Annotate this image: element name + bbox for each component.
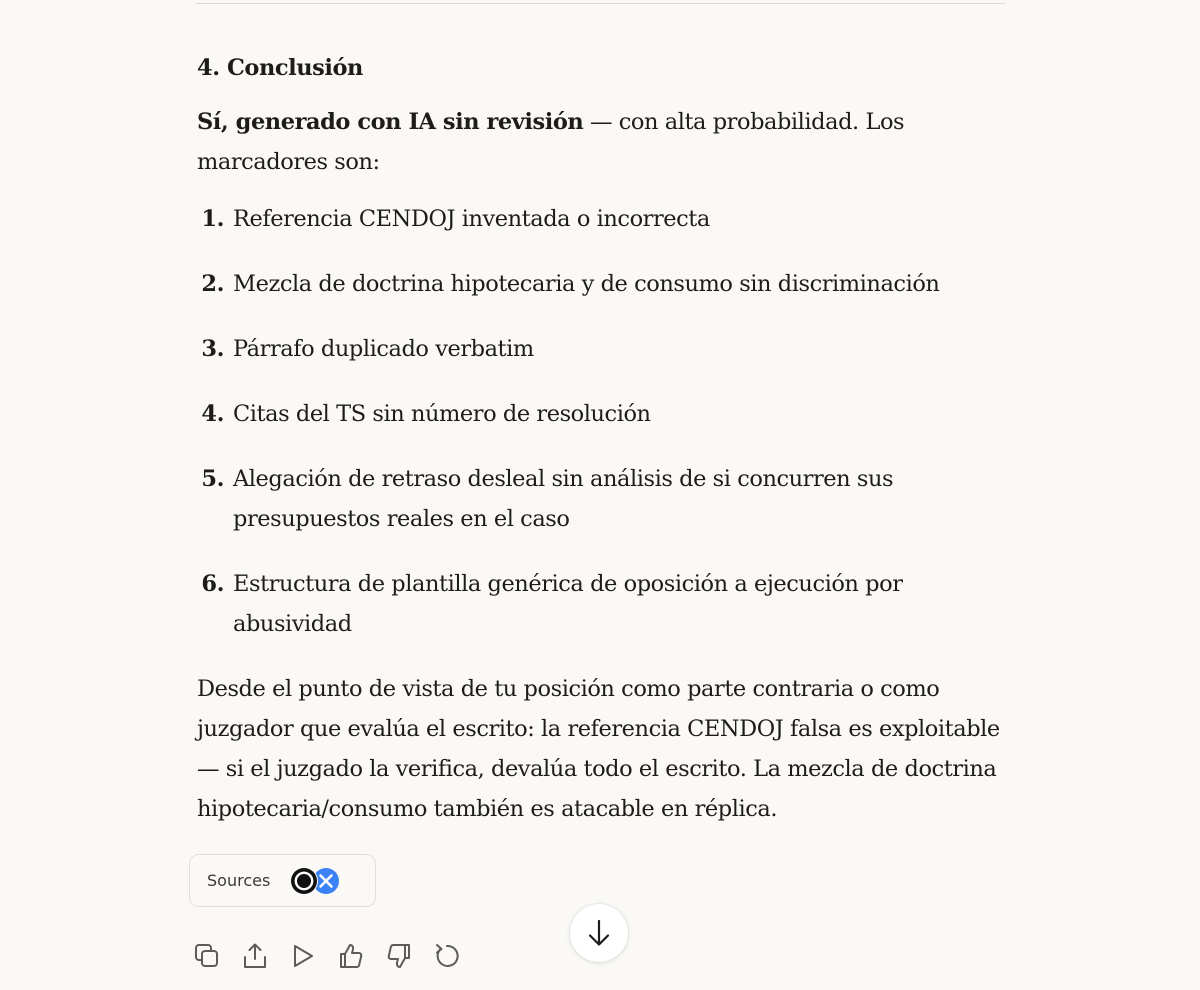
sources-button[interactable]	[189, 854, 376, 907]
list-number: 4.	[201, 401, 224, 427]
list-text	[233, 264, 993, 304]
verdict-rest-line2: marcadores son:	[197, 149, 380, 175]
arrow-down-icon	[586, 918, 612, 948]
list-text	[233, 394, 993, 434]
list-number: 5.	[201, 466, 224, 492]
thumbs-up-button[interactable]	[337, 942, 365, 970]
list-text	[233, 564, 993, 644]
section-heading: 4. Conclusión	[197, 55, 363, 81]
retry-button[interactable]	[433, 942, 461, 970]
verdict-paragraph	[197, 102, 1012, 182]
share-button[interactable]	[241, 942, 269, 970]
list-line: Párrafo duplicado verbatim	[233, 336, 534, 362]
sources-label: Sources	[207, 871, 271, 890]
list-number: 6.	[201, 571, 224, 597]
openai-source-icon	[290, 867, 318, 895]
list-text	[233, 329, 993, 369]
list-line: abusividad	[233, 611, 352, 637]
list-number: 3.	[201, 336, 224, 362]
markers-list	[197, 199, 1012, 644]
retry-icon	[433, 942, 461, 970]
list-text	[233, 199, 993, 239]
list-item	[197, 394, 1012, 434]
list-item	[197, 564, 1012, 644]
thumbs-down-button[interactable]	[385, 942, 413, 970]
source-icons	[287, 867, 343, 895]
list-number: 1.	[201, 206, 224, 232]
scroll-down-button[interactable]	[570, 904, 628, 962]
play-icon	[289, 942, 317, 970]
list-line: Citas del TS sin número de resolución	[233, 401, 651, 427]
list-line: Referencia CENDOJ inventada o incorrecta	[233, 206, 710, 232]
closing-line: juzgador que evalúa el escrito: la referencia CENDOJ falsa es exploitable	[197, 716, 1000, 742]
share-icon	[241, 942, 269, 970]
closing-paragraph	[197, 669, 1012, 829]
thumbs-down-icon	[385, 942, 413, 970]
closing-line: Desde el punto de vista de tu posición como parte contraria o como	[197, 676, 940, 702]
list-line: presupuestos reales en el caso	[233, 506, 570, 532]
list-text	[233, 459, 993, 539]
list-line: Mezcla de doctrina hipotecaria y de consumo sin discriminación	[233, 271, 940, 297]
verdict-strong: Sí, generado con IA sin revisión	[197, 109, 584, 135]
list-number: 2.	[201, 271, 224, 297]
copy-button[interactable]	[193, 942, 221, 970]
top-divider	[196, 3, 1005, 4]
list-line: Alegación de retraso desleal sin análisis de si concurren sus	[233, 466, 894, 492]
copy-icon	[193, 942, 221, 970]
play-button[interactable]	[289, 942, 317, 970]
verdict-rest-line1: — con alta probabilidad. Los	[583, 109, 905, 135]
list-item	[197, 199, 1012, 239]
closing-line: hipotecaria/consumo también es atacable en réplica.	[197, 796, 778, 822]
list-item	[197, 264, 1012, 304]
list-item	[197, 329, 1012, 369]
thumbs-up-icon	[337, 942, 365, 970]
assistant-message	[197, 48, 1012, 829]
list-line: Estructura de plantilla genérica de oposición a ejecución por	[233, 571, 903, 597]
closing-line: — si el juzgado la verifica, devalúa todo el escrito. La mezcla de doctrina	[197, 756, 997, 782]
list-item	[197, 459, 1012, 539]
